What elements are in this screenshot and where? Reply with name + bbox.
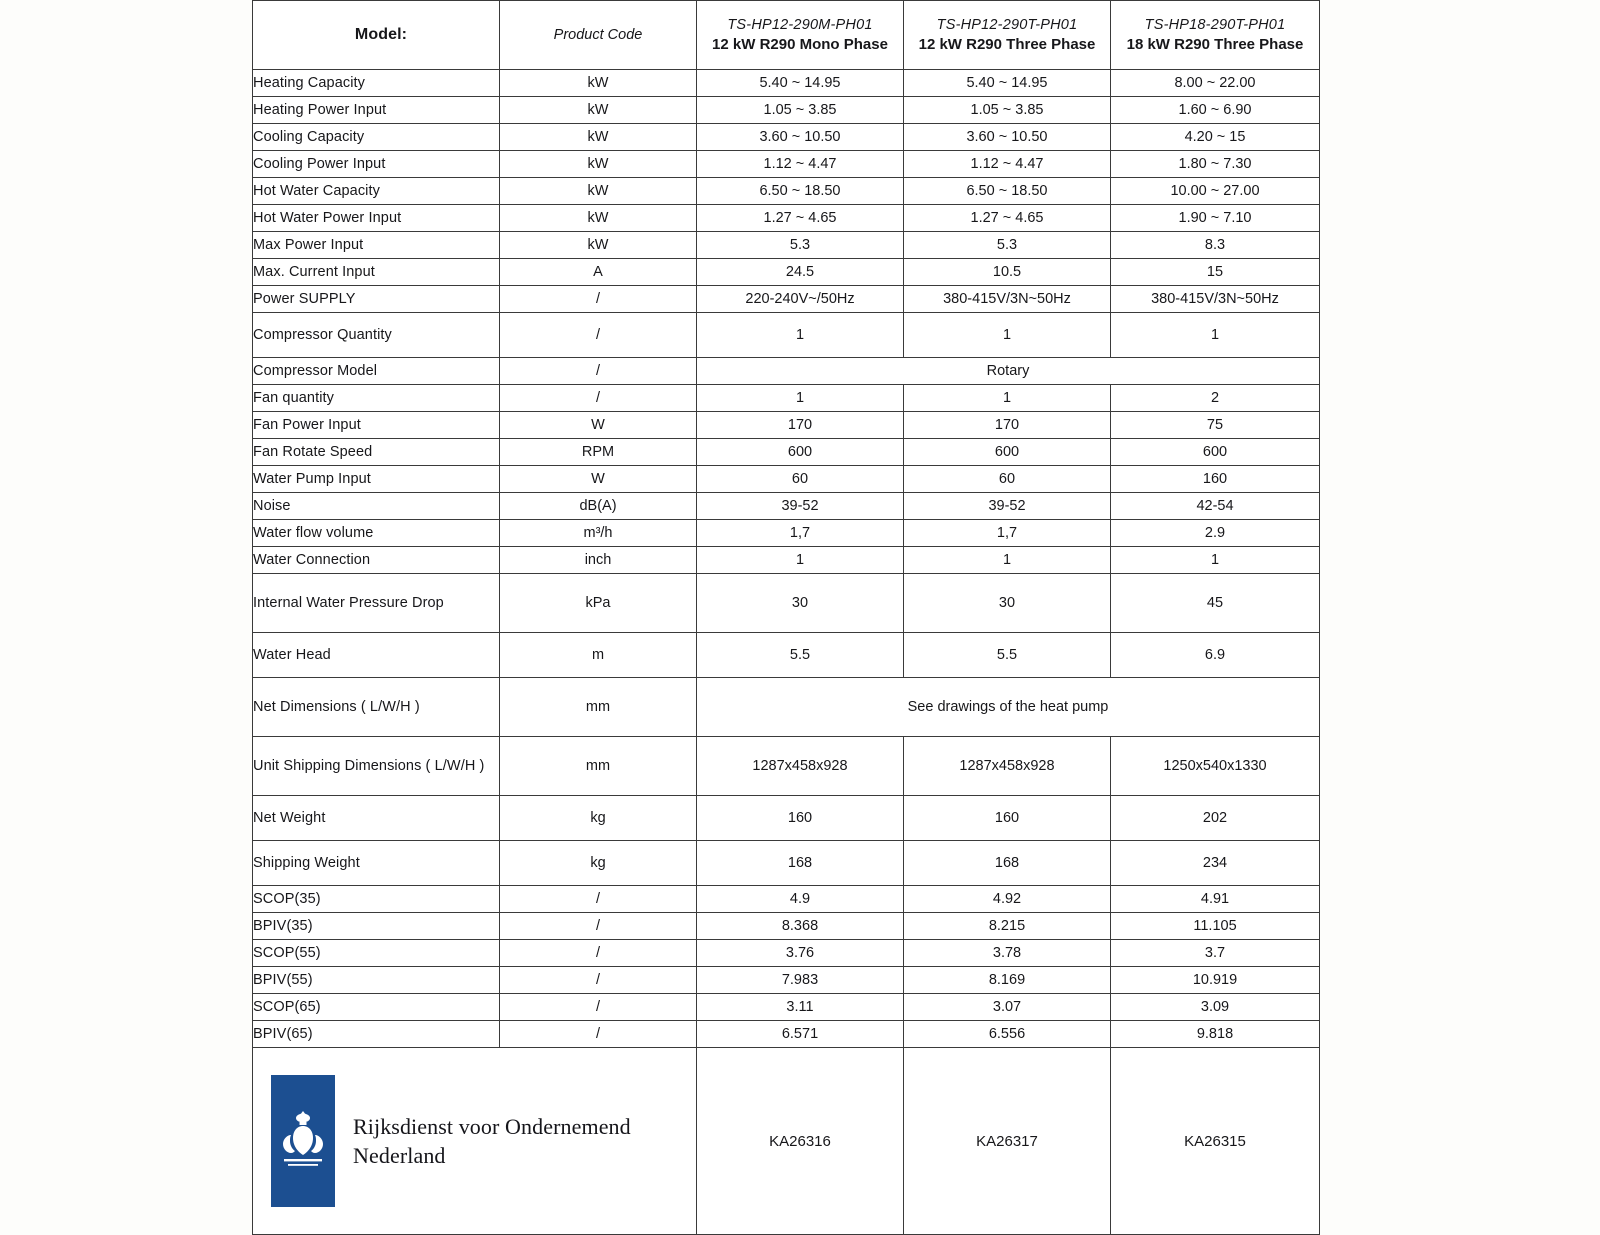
row-value-2: 1287x458x928	[904, 737, 1111, 796]
row-value-1: 6.50 ~ 18.50	[697, 178, 904, 205]
row-value-2: 30	[904, 574, 1111, 633]
row-parameter-label: Heating Capacity	[253, 70, 500, 97]
row-value-3: 160	[1111, 466, 1320, 493]
row-value-3: 10.919	[1111, 967, 1320, 994]
row-value-1: 30	[697, 574, 904, 633]
row-unit: mm	[500, 678, 697, 737]
row-value-2: 1.27 ~ 4.65	[904, 205, 1111, 232]
row-value-3: 1.90 ~ 7.10	[1111, 205, 1320, 232]
rvo-logo-text	[353, 1112, 631, 1170]
row-value-3: 1.80 ~ 7.30	[1111, 151, 1320, 178]
row-value-2: 1,7	[904, 520, 1111, 547]
row-value-1: 3.11	[697, 994, 904, 1021]
row-value-1: 5.3	[697, 232, 904, 259]
table-row	[253, 574, 1320, 633]
row-unit: kW	[500, 97, 697, 124]
row-value-3: 2	[1111, 385, 1320, 412]
row-unit: kW	[500, 205, 697, 232]
header-model-3	[1111, 1, 1320, 70]
row-value-2: 1	[904, 385, 1111, 412]
table-header-row	[253, 1, 1320, 70]
certificate-number-3: KA26315	[1111, 1048, 1320, 1235]
row-parameter-label: Cooling Capacity	[253, 124, 500, 151]
row-value-1: 600	[697, 439, 904, 466]
row-value-2: 1.12 ~ 4.47	[904, 151, 1111, 178]
row-parameter-label: Max. Current Input	[253, 259, 500, 286]
model-name-1: 12 kW R290 Mono Phase	[712, 35, 888, 53]
row-value-1: 24.5	[697, 259, 904, 286]
row-parameter-label: Net Weight	[253, 796, 500, 841]
row-unit: m³/h	[500, 520, 697, 547]
table-footer-row	[253, 1048, 1320, 1235]
model-code-2: TS-HP12-290T-PH01	[936, 16, 1078, 33]
row-value-3: 42-54	[1111, 493, 1320, 520]
row-parameter-label: Water flow volume	[253, 520, 500, 547]
row-value-1: 39-52	[697, 493, 904, 520]
row-value-3: 234	[1111, 841, 1320, 886]
row-parameter-label: Fan Power Input	[253, 412, 500, 439]
table-row	[253, 547, 1320, 574]
row-parameter-label: Noise	[253, 493, 500, 520]
row-value-1: 1	[697, 385, 904, 412]
row-value-2: 39-52	[904, 493, 1111, 520]
row-unit: W	[500, 466, 697, 493]
header-product-code-label: Product Code	[500, 1, 697, 70]
model-name-3: 18 kW R290 Three Phase	[1126, 35, 1304, 53]
header-model-1	[697, 1, 904, 70]
table-row	[253, 124, 1320, 151]
row-parameter-label: SCOP(55)	[253, 940, 500, 967]
table-row	[253, 205, 1320, 232]
row-value-2: 160	[904, 796, 1111, 841]
table-row	[253, 913, 1320, 940]
row-unit: /	[500, 358, 697, 385]
row-unit: dB(A)	[500, 493, 697, 520]
row-value-3: 380-415V/3N~50Hz	[1111, 286, 1320, 313]
table-row	[253, 178, 1320, 205]
table-row	[253, 886, 1320, 913]
row-value-3: 8.3	[1111, 232, 1320, 259]
row-parameter-label: Fan quantity	[253, 385, 500, 412]
row-value-1: 5.5	[697, 633, 904, 678]
row-parameter-label: Max Power Input	[253, 232, 500, 259]
row-unit: inch	[500, 547, 697, 574]
table-row	[253, 796, 1320, 841]
row-value-3: 8.00 ~ 22.00	[1111, 70, 1320, 97]
table-row	[253, 259, 1320, 286]
row-value-3: 3.7	[1111, 940, 1320, 967]
row-value-2: 5.40 ~ 14.95	[904, 70, 1111, 97]
row-value-1: 7.983	[697, 967, 904, 994]
row-parameter-label: Compressor Quantity	[253, 313, 500, 358]
row-value-1: 1,7	[697, 520, 904, 547]
row-value-1: 1	[697, 313, 904, 358]
table-row	[253, 70, 1320, 97]
table-row	[253, 994, 1320, 1021]
row-value-2: 170	[904, 412, 1111, 439]
row-parameter-label: Compressor Model	[253, 358, 500, 385]
row-value-1: 8.368	[697, 913, 904, 940]
row-value-merged: Rotary	[697, 358, 1320, 385]
table-row	[253, 412, 1320, 439]
row-value-1: 6.571	[697, 1021, 904, 1048]
row-unit: kW	[500, 124, 697, 151]
table-row	[253, 493, 1320, 520]
row-parameter-label: Shipping Weight	[253, 841, 500, 886]
row-unit: kg	[500, 796, 697, 841]
row-unit: /	[500, 313, 697, 358]
table-row	[253, 466, 1320, 493]
row-parameter-label: Net Dimensions ( L/W/H )	[253, 678, 500, 737]
row-unit: kW	[500, 178, 697, 205]
row-value-3: 1	[1111, 313, 1320, 358]
header-model-label: Model:	[253, 1, 500, 70]
row-value-2: 3.07	[904, 994, 1111, 1021]
row-value-1: 1	[697, 547, 904, 574]
row-value-1: 170	[697, 412, 904, 439]
row-unit: kW	[500, 232, 697, 259]
row-parameter-label: BPIV(55)	[253, 967, 500, 994]
row-value-2: 3.78	[904, 940, 1111, 967]
certificate-number-2: KA26317	[904, 1048, 1111, 1235]
row-parameter-label: Power SUPPLY	[253, 286, 500, 313]
row-value-3: 4.20 ~ 15	[1111, 124, 1320, 151]
row-value-3: 3.09	[1111, 994, 1320, 1021]
row-unit: kW	[500, 70, 697, 97]
row-value-2: 1	[904, 547, 1111, 574]
row-value-merged: See drawings of the heat pump	[697, 678, 1320, 737]
row-value-1: 1.27 ~ 4.65	[697, 205, 904, 232]
row-unit: A	[500, 259, 697, 286]
row-value-2: 10.5	[904, 259, 1111, 286]
row-unit: mm	[500, 737, 697, 796]
table-row	[253, 385, 1320, 412]
row-parameter-label: Internal Water Pressure Drop	[253, 574, 500, 633]
row-value-3: 10.00 ~ 27.00	[1111, 178, 1320, 205]
row-value-1: 3.76	[697, 940, 904, 967]
specification-table	[252, 0, 1320, 1235]
row-value-3: 2.9	[1111, 520, 1320, 547]
rvo-logo-cell	[253, 1048, 697, 1235]
row-unit: /	[500, 385, 697, 412]
row-value-1: 1287x458x928	[697, 737, 904, 796]
model-code-1: TS-HP12-290M-PH01	[727, 16, 873, 33]
row-value-2: 8.215	[904, 913, 1111, 940]
table-row	[253, 678, 1320, 737]
model-name-2: 12 kW R290 Three Phase	[918, 35, 1096, 53]
row-value-2: 600	[904, 439, 1111, 466]
row-unit: kW	[500, 151, 697, 178]
row-unit: W	[500, 412, 697, 439]
row-unit: /	[500, 886, 697, 913]
row-value-3: 600	[1111, 439, 1320, 466]
row-unit: m	[500, 633, 697, 678]
rvo-crest-icon	[271, 1075, 335, 1207]
row-value-2: 3.60 ~ 10.50	[904, 124, 1111, 151]
row-parameter-label: Water Head	[253, 633, 500, 678]
row-value-2: 5.3	[904, 232, 1111, 259]
table-row	[253, 940, 1320, 967]
row-value-1: 1.12 ~ 4.47	[697, 151, 904, 178]
row-value-1: 4.9	[697, 886, 904, 913]
row-parameter-label: Hot Water Capacity	[253, 178, 500, 205]
table-row	[253, 97, 1320, 124]
row-value-1: 60	[697, 466, 904, 493]
table-row	[253, 232, 1320, 259]
row-unit: kg	[500, 841, 697, 886]
row-parameter-label: Water Pump Input	[253, 466, 500, 493]
table-row	[253, 520, 1320, 547]
row-parameter-label: SCOP(65)	[253, 994, 500, 1021]
table-row	[253, 633, 1320, 678]
row-unit: /	[500, 940, 697, 967]
row-value-2: 60	[904, 466, 1111, 493]
row-unit: kPa	[500, 574, 697, 633]
row-value-2: 5.5	[904, 633, 1111, 678]
table-row	[253, 286, 1320, 313]
table-row	[253, 841, 1320, 886]
row-parameter-label: Heating Power Input	[253, 97, 500, 124]
row-value-3: 15	[1111, 259, 1320, 286]
model-code-3: TS-HP18-290T-PH01	[1144, 16, 1286, 33]
table-row	[253, 1021, 1320, 1048]
row-parameter-label: Unit Shipping Dimensions ( L/W/H )	[253, 737, 500, 796]
row-value-2: 380-415V/3N~50Hz	[904, 286, 1111, 313]
row-unit: RPM	[500, 439, 697, 466]
row-parameter-label: Hot Water Power Input	[253, 205, 500, 232]
table-row	[253, 151, 1320, 178]
table-row	[253, 737, 1320, 796]
row-value-2: 6.50 ~ 18.50	[904, 178, 1111, 205]
table-row	[253, 967, 1320, 994]
row-value-2: 168	[904, 841, 1111, 886]
row-value-1: 220-240V~/50Hz	[697, 286, 904, 313]
row-value-3: 9.818	[1111, 1021, 1320, 1048]
row-value-3: 1.60 ~ 6.90	[1111, 97, 1320, 124]
row-parameter-label: Fan Rotate Speed	[253, 439, 500, 466]
row-value-2: 8.169	[904, 967, 1111, 994]
row-value-1: 3.60 ~ 10.50	[697, 124, 904, 151]
row-value-1: 168	[697, 841, 904, 886]
row-unit: /	[500, 286, 697, 313]
row-parameter-label: BPIV(35)	[253, 913, 500, 940]
row-parameter-label: Cooling Power Input	[253, 151, 500, 178]
row-value-2: 6.556	[904, 1021, 1111, 1048]
row-value-3: 75	[1111, 412, 1320, 439]
row-value-3: 202	[1111, 796, 1320, 841]
table-row	[253, 313, 1320, 358]
row-value-1: 1.05 ~ 3.85	[697, 97, 904, 124]
row-value-3: 1250x540x1330	[1111, 737, 1320, 796]
row-parameter-label: Water Connection	[253, 547, 500, 574]
row-value-1: 160	[697, 796, 904, 841]
row-value-2: 1	[904, 313, 1111, 358]
row-value-3: 45	[1111, 574, 1320, 633]
row-value-2: 4.92	[904, 886, 1111, 913]
row-value-3: 4.91	[1111, 886, 1320, 913]
rvo-logo-text-line1: Rijksdienst voor Ondernemend	[353, 1113, 631, 1139]
row-parameter-label: BPIV(65)	[253, 1021, 500, 1048]
spec-sheet	[252, 0, 1319, 1185]
table-row	[253, 358, 1320, 385]
header-model-2	[904, 1, 1111, 70]
rvo-logo-text-line2: Nederland	[353, 1143, 446, 1168]
row-value-3: 1	[1111, 547, 1320, 574]
row-value-3: 6.9	[1111, 633, 1320, 678]
row-unit: /	[500, 994, 697, 1021]
row-value-2: 1.05 ~ 3.85	[904, 97, 1111, 124]
certificate-number-1: KA26316	[697, 1048, 904, 1235]
row-unit: /	[500, 913, 697, 940]
row-value-3: 11.105	[1111, 913, 1320, 940]
row-value-1: 5.40 ~ 14.95	[697, 70, 904, 97]
table-row	[253, 439, 1320, 466]
row-parameter-label: SCOP(35)	[253, 886, 500, 913]
row-unit: /	[500, 967, 697, 994]
row-unit: /	[500, 1021, 697, 1048]
